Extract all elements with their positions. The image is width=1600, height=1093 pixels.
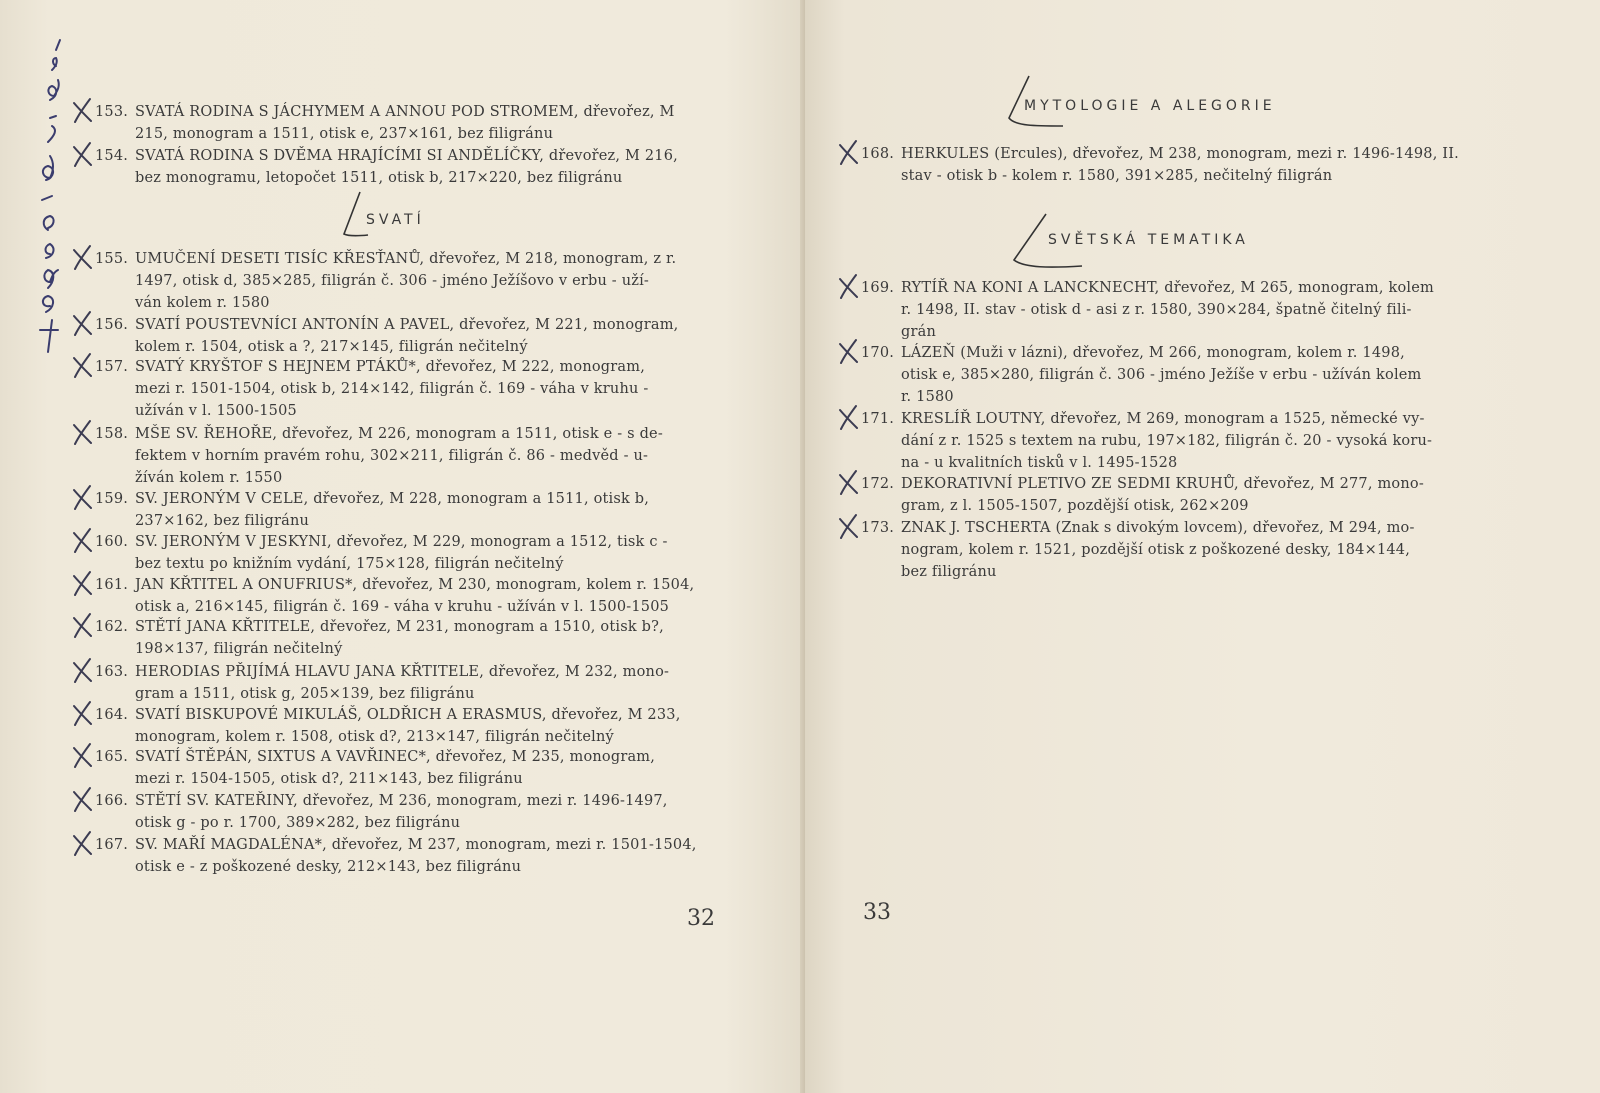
section-heading-mytologie: MYTOLOGIE A ALEGORIE: [1024, 98, 1276, 114]
entry-number: 167.: [95, 837, 129, 853]
catalog-entry: [95, 314, 715, 358]
pencil-x-mark-icon: [837, 404, 859, 430]
entry-number: 155.: [95, 251, 129, 267]
catalog-entry: [95, 616, 715, 660]
entry-number: 161.: [95, 577, 129, 593]
entry-line: KRESLÍŘ LOUTNY, dřevořez, M 269, monogram a 1525, německé vy-: [901, 411, 1425, 427]
entry-number: 173.: [861, 520, 895, 536]
entry-line: mezi r. 1501-1504, otisk b, 214×142, filigrán č. 169 - váha v kruhu -: [135, 381, 649, 397]
entry-line: SVATÍ ŠTĚPÁN, SIXTUS A VAVŘINEC*, dřevořez, M 235, monogram,: [135, 749, 656, 765]
pencil-x-mark-icon: [71, 352, 93, 378]
entry-line: stav - otisk b - kolem r. 1580, 391×285, nečitelný filigrán: [901, 168, 1333, 184]
catalog-entry: [95, 574, 715, 618]
catalog-entry: [861, 342, 1481, 408]
catalog-entry: [95, 834, 715, 878]
entry-number: 158.: [95, 426, 129, 442]
catalog-entry: [95, 248, 715, 314]
entry-line: HERODIAS PŘIJÍMÁ HLAVU JANA KŘTITELE, dřevořez, M 232, mono-: [135, 664, 670, 680]
entry-line: HERKULES (Ercules), dřevořez, M 238, monogram, mezi r. 1496-1498, II.: [901, 146, 1459, 162]
entry-line: r. 1498, II. stav - otisk d - asi z r. 1580, 390×284, špatně čitelný fili-: [901, 302, 1412, 318]
page-number-left: 32: [687, 906, 715, 931]
entry-line: SV. JERONÝM V CELE, dřevořez, M 228, monogram a 1511, otisk b,: [135, 491, 650, 507]
pencil-x-mark-icon: [71, 141, 93, 167]
pencil-x-mark-icon: [71, 612, 93, 638]
entry-line: SVATÝ KRYŠTOF S HEJNEM PTÁKŮ*, dřevořez, M 222, monogram,: [135, 359, 646, 375]
entry-number: 160.: [95, 534, 129, 550]
page-number-right: 33: [863, 900, 891, 925]
entry-line: gram, z l. 1505-1507, pozdější otisk, 262×209: [901, 498, 1249, 514]
catalog-entry: [861, 143, 1481, 187]
entry-line: otisk a, 216×145, filigrán č. 169 - váha v kruhu - užíván v l. 1500-1505: [135, 599, 670, 615]
pencil-x-mark-icon: [71, 527, 93, 553]
entry-line: DEKORATIVNÍ PLETIVO ZE SEDMI KRUHŮ, dřevořez, M 277, mono-: [901, 476, 1424, 492]
entry-line: bez textu po knižním vydání, 175×128, filigrán nečitelný: [135, 556, 564, 572]
catalog-entry: [95, 145, 715, 189]
entry-line: SV. JERONÝM V JESKYNI, dřevořez, M 229, monogram a 1512, tisk c -: [135, 534, 668, 550]
entry-number: 162.: [95, 619, 129, 635]
section-heading-svati: SVATÍ: [366, 212, 425, 228]
entry-line: žíván kolem r. 1550: [135, 470, 283, 486]
entry-line: nogram, kolem r. 1521, pozdější otisk z poškozené desky, 184×144,: [901, 542, 1411, 558]
entry-line: SVATÁ RODINA S DVĚMA HRAJÍCÍMI SI ANDĚLÍČKY, dřevořez, M 216,: [135, 148, 678, 164]
entry-number: 153.: [95, 104, 129, 120]
handwriting-icon: [12, 30, 72, 360]
entry-line: SVATÍ POUSTEVNÍCI ANTONÍN A PAVEL, dřevořez, M 221, monogram,: [135, 317, 679, 333]
entry-number: 166.: [95, 793, 129, 809]
entry-number: 172.: [861, 476, 895, 492]
entry-line: SV. MAŘÍ MAGDALÉNA*, dřevořez, M 237, monogram, mezi r. 1501-1504,: [135, 837, 697, 853]
catalog-entry: [95, 531, 715, 575]
entry-line: 198×137, filigrán nečitelný: [135, 641, 343, 657]
catalog-entry: [95, 790, 715, 834]
entry-number: 171.: [861, 411, 895, 427]
entry-line: otisk g - po r. 1700, 389×282, bez filigránu: [135, 815, 461, 831]
catalog-entry: [861, 517, 1481, 583]
entry-line: 1497, otisk d, 385×285, filigrán č. 306 - jméno Ježíšovo v erbu - uží-: [135, 273, 650, 289]
entry-line: RYTÍŘ NA KONI A LANCKNECHT, dřevořez, M 265, monogram, kolem: [901, 280, 1434, 296]
pencil-x-mark-icon: [71, 830, 93, 856]
entry-line: fektem v horním pravém rohu, 302×211, filigrán č. 86 - medvěd - u-: [135, 448, 649, 464]
entry-number: 157.: [95, 359, 129, 375]
catalog-entry: [861, 277, 1481, 343]
entry-line: ván kolem r. 1580: [135, 295, 270, 311]
entry-line: ZNAK J. TSCHERTA (Znak s divokým lovcem), dřevořez, M 294, mo-: [901, 520, 1415, 536]
entry-line: mezi r. 1504-1505, otisk d?, 211×143, bez filigránu: [135, 771, 523, 787]
pencil-x-mark-icon: [71, 310, 93, 336]
entry-line: bez filigránu: [901, 564, 997, 580]
entry-line: SVATÍ BISKUPOVÉ MIKULÁŠ, OLDŘICH A ERASMUS, dřevořez, M 233,: [135, 707, 681, 723]
entry-line: bez monogramu, letopočet 1511, otisk b, 217×220, bez filigránu: [135, 170, 623, 186]
entry-line: monogram, kolem r. 1508, otisk d?, 213×147, filigrán nečitelný: [135, 729, 614, 745]
entry-line: LÁZEŇ (Muži v lázni), dřevořez, M 266, monogram, kolem r. 1498,: [901, 345, 1405, 361]
pencil-x-mark-icon: [71, 786, 93, 812]
entry-number: 156.: [95, 317, 129, 333]
entry-line: 215, monogram a 1511, otisk e, 237×161, bez filigránu: [135, 126, 554, 142]
entry-line: užíván v l. 1500-1505: [135, 403, 297, 419]
pencil-x-mark-icon: [71, 97, 93, 123]
catalog-entry: [861, 473, 1481, 517]
pencil-x-mark-icon: [71, 657, 93, 683]
pencil-bracket-svati: [338, 190, 378, 240]
entry-line: MŠE SV. ŘEHOŘE, dřevořez, M 226, monogram a 1511, otisk e - s de-: [135, 426, 663, 442]
catalog-entry: [95, 488, 715, 532]
entry-line: otisk e, 385×280, filigrán č. 306 - jméno Ježíše v erbu - užíván kolem: [901, 367, 1422, 383]
pencil-x-mark-icon: [71, 700, 93, 726]
pencil-bracket-svetska: [1010, 212, 1090, 272]
right-page: [805, 0, 1600, 1093]
pencil-x-mark-icon: [71, 742, 93, 768]
entry-number: 168.: [861, 146, 895, 162]
entry-line: UMUČENÍ DESETI TISÍC KŘESŤANŮ, dřevořez, M 218, monogram, z r.: [135, 251, 677, 267]
entry-line: JAN KŘTITEL A ONUFRIUS*, dřevořez, M 230, monogram, kolem r. 1504,: [135, 577, 695, 593]
entry-number: 163.: [95, 664, 129, 680]
handwritten-margin-note: [12, 30, 72, 360]
catalog-entry: [95, 704, 715, 748]
entry-line: STĚTÍ SV. KATEŘINY, dřevořez, M 236, monogram, mezi r. 1496-1497,: [135, 793, 668, 809]
pencil-x-mark-icon: [837, 513, 859, 539]
pencil-x-mark-icon: [71, 570, 93, 596]
entry-line: grán: [901, 324, 936, 340]
entry-number: 170.: [861, 345, 895, 361]
catalog-entry: [95, 423, 715, 489]
catalog-entry: [95, 661, 715, 705]
pencil-x-mark-icon: [837, 139, 859, 165]
catalog-entry: [95, 101, 715, 145]
entry-line: na - u kvalitních tisků v l. 1495-1528: [901, 455, 1178, 471]
entry-line: STĚTÍ JANA KŘTITELE, dřevořez, M 231, monogram a 1510, otisk b?,: [135, 619, 664, 635]
entry-line: gram a 1511, otisk g, 205×139, bez filigránu: [135, 686, 475, 702]
pencil-x-mark-icon: [837, 338, 859, 364]
pencil-x-mark-icon: [71, 484, 93, 510]
entry-number: 169.: [861, 280, 895, 296]
entry-number: 164.: [95, 707, 129, 723]
entry-line: kolem r. 1504, otisk a ?, 217×145, filigrán nečitelný: [135, 339, 528, 355]
entry-number: 165.: [95, 749, 129, 765]
entry-line: SVATÁ RODINA S JÁCHYMEM A ANNOU POD STROMEM, dřevořez, M: [135, 104, 675, 120]
catalog-entry: [95, 356, 715, 422]
pencil-x-mark-icon: [71, 244, 93, 270]
section-heading-svetska: SVĚTSKÁ TEMATIKA: [1048, 232, 1249, 248]
entry-line: 237×162, bez filigránu: [135, 513, 310, 529]
pencil-x-mark-icon: [71, 419, 93, 445]
entry-line: dání z r. 1525 s textem na rubu, 197×182, filigrán č. 20 - vysoká koru-: [901, 433, 1433, 449]
pencil-x-mark-icon: [837, 273, 859, 299]
entry-line: otisk e - z poškozené desky, 212×143, bez filigránu: [135, 859, 522, 875]
catalog-entry: [861, 408, 1481, 474]
entry-number: 159.: [95, 491, 129, 507]
entry-line: r. 1580: [901, 389, 954, 405]
catalog-entry: [95, 746, 715, 790]
entry-number: 154.: [95, 148, 129, 164]
pencil-bracket-mytologie: [1005, 74, 1075, 130]
pencil-x-mark-icon: [837, 469, 859, 495]
